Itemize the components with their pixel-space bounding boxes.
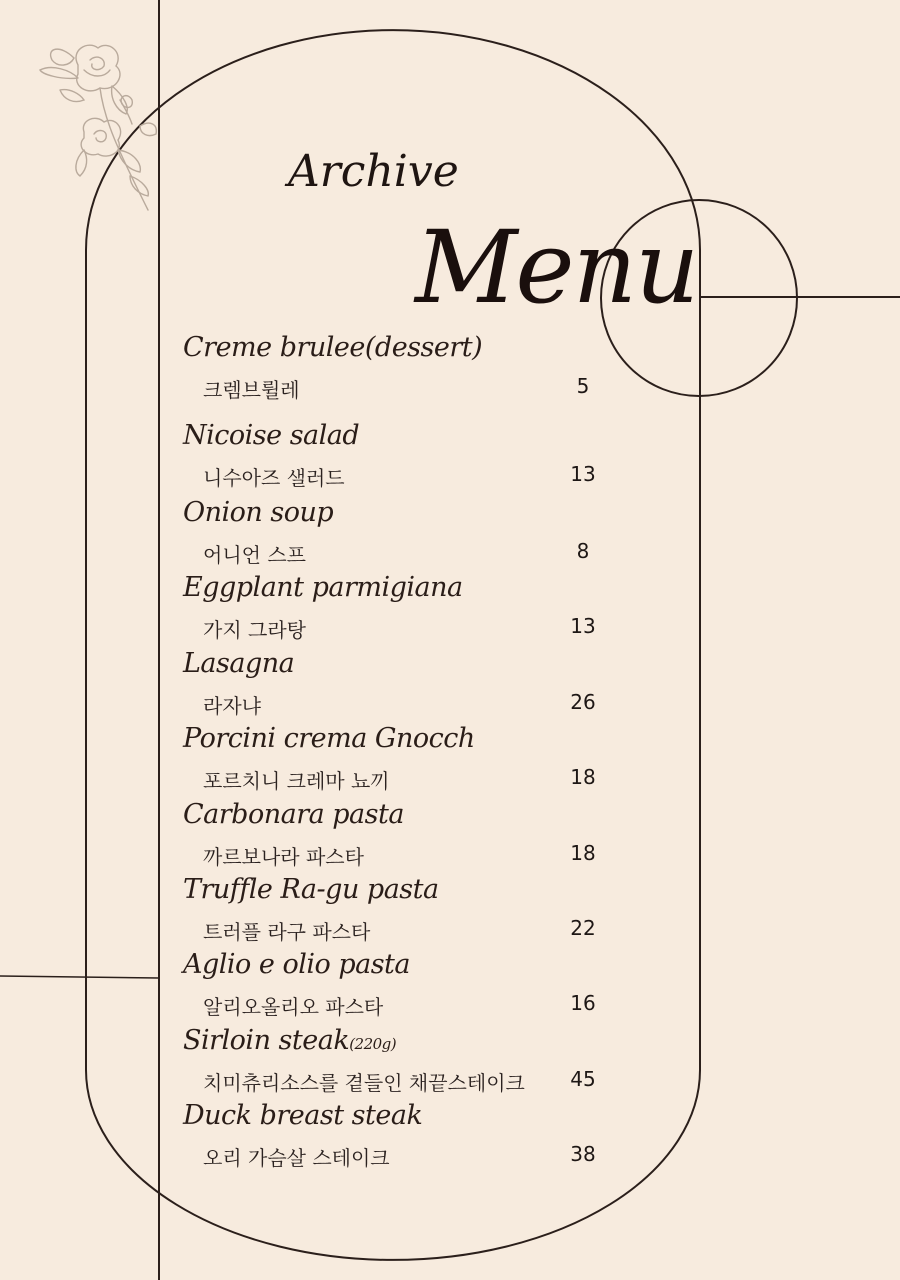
menu-item-name: [183, 874, 439, 905]
menu-item-price: 18: [570, 841, 596, 865]
menu-item-price: 8: [576, 539, 590, 563]
menu-item-name: [183, 420, 359, 451]
menu-subtitle: Archive: [288, 146, 459, 197]
menu-item-name-text: Creme brulee(dessert): [183, 332, 483, 363]
menu-item-price: 16: [570, 991, 596, 1015]
menu-item-name-text: Porcini crema Gnocch: [183, 723, 475, 754]
menu-item-korean: 라자냐: [203, 694, 261, 718]
menu-item-price: 18: [570, 765, 596, 789]
menu-item-korean: 어니언 스프: [203, 543, 306, 567]
menu-item-name: [183, 799, 404, 830]
menu-item-name: [183, 723, 475, 754]
menu-item-korean: 트러플 라구 파스타: [203, 920, 371, 944]
horizontal-rule-left: [0, 976, 159, 978]
menu-item-name-text: Carbonara pasta: [183, 799, 404, 830]
menu-item-korean: 오리 가슴살 스테이크: [203, 1146, 390, 1170]
menu-item: [183, 949, 613, 1023]
menu-item-price: 5: [576, 374, 590, 398]
menu-item-korean: 포르치니 크레마 뇨끼: [203, 769, 390, 793]
menu-item-korean: 까르보나라 파스타: [203, 845, 364, 869]
menu-item: [183, 420, 613, 494]
menu-item-name-text: Lasagna: [183, 648, 295, 679]
menu-item-name-text: Eggplant parmigiana: [183, 572, 463, 603]
menu-item-name: [183, 332, 482, 363]
menu-item: [183, 874, 613, 948]
menu-item-name-text: Aglio e olio pasta: [183, 949, 410, 980]
menu-item-korean: 가지 그라탕: [203, 618, 306, 642]
menu-item: [183, 1100, 613, 1174]
menu-item-price: 13: [570, 462, 596, 486]
menu-item-name: [183, 1025, 396, 1056]
menu-item-name-text: Nicoise salad: [183, 420, 360, 451]
menu-item-name-text: Duck breast steak: [183, 1100, 423, 1131]
menu-item: [183, 723, 613, 797]
menu-item: [183, 332, 613, 406]
menu-item-name-text: Truffle Ra-gu pasta: [183, 874, 439, 905]
menu-item-price: 22: [570, 916, 596, 940]
menu-item-name: [183, 949, 410, 980]
menu-item: [183, 1025, 613, 1099]
menu-item-name: [183, 572, 463, 603]
menu-title: Menu: [415, 209, 698, 326]
menu-item-name: [183, 497, 333, 528]
menu-item: [183, 497, 613, 571]
menu-item-price: 45: [570, 1067, 596, 1091]
menu-item: [183, 799, 613, 873]
menu-item-name: [183, 648, 294, 679]
menu-item-price: 26: [570, 690, 596, 714]
menu-item-korean: 치미츄리소스를 곁들인 채끝스테이크: [203, 1071, 525, 1095]
menu-item-korean: 알리오올리오 파스타: [203, 995, 384, 1019]
menu-item: [183, 648, 613, 722]
menu-item: [183, 572, 613, 646]
menu-item-name-text: Sirloin steak: [183, 1025, 350, 1056]
menu-item-korean: 니수아즈 샐러드: [203, 466, 345, 490]
menu-item-name: [183, 1100, 422, 1131]
menu-item-name-note: (220g): [349, 1035, 397, 1053]
menu-item-name-text: Onion soup: [183, 497, 334, 528]
menu-item-price: 38: [570, 1142, 596, 1166]
menu-item-korean: 크렘브륄레: [203, 378, 300, 402]
menu-item-price: 13: [570, 614, 596, 638]
